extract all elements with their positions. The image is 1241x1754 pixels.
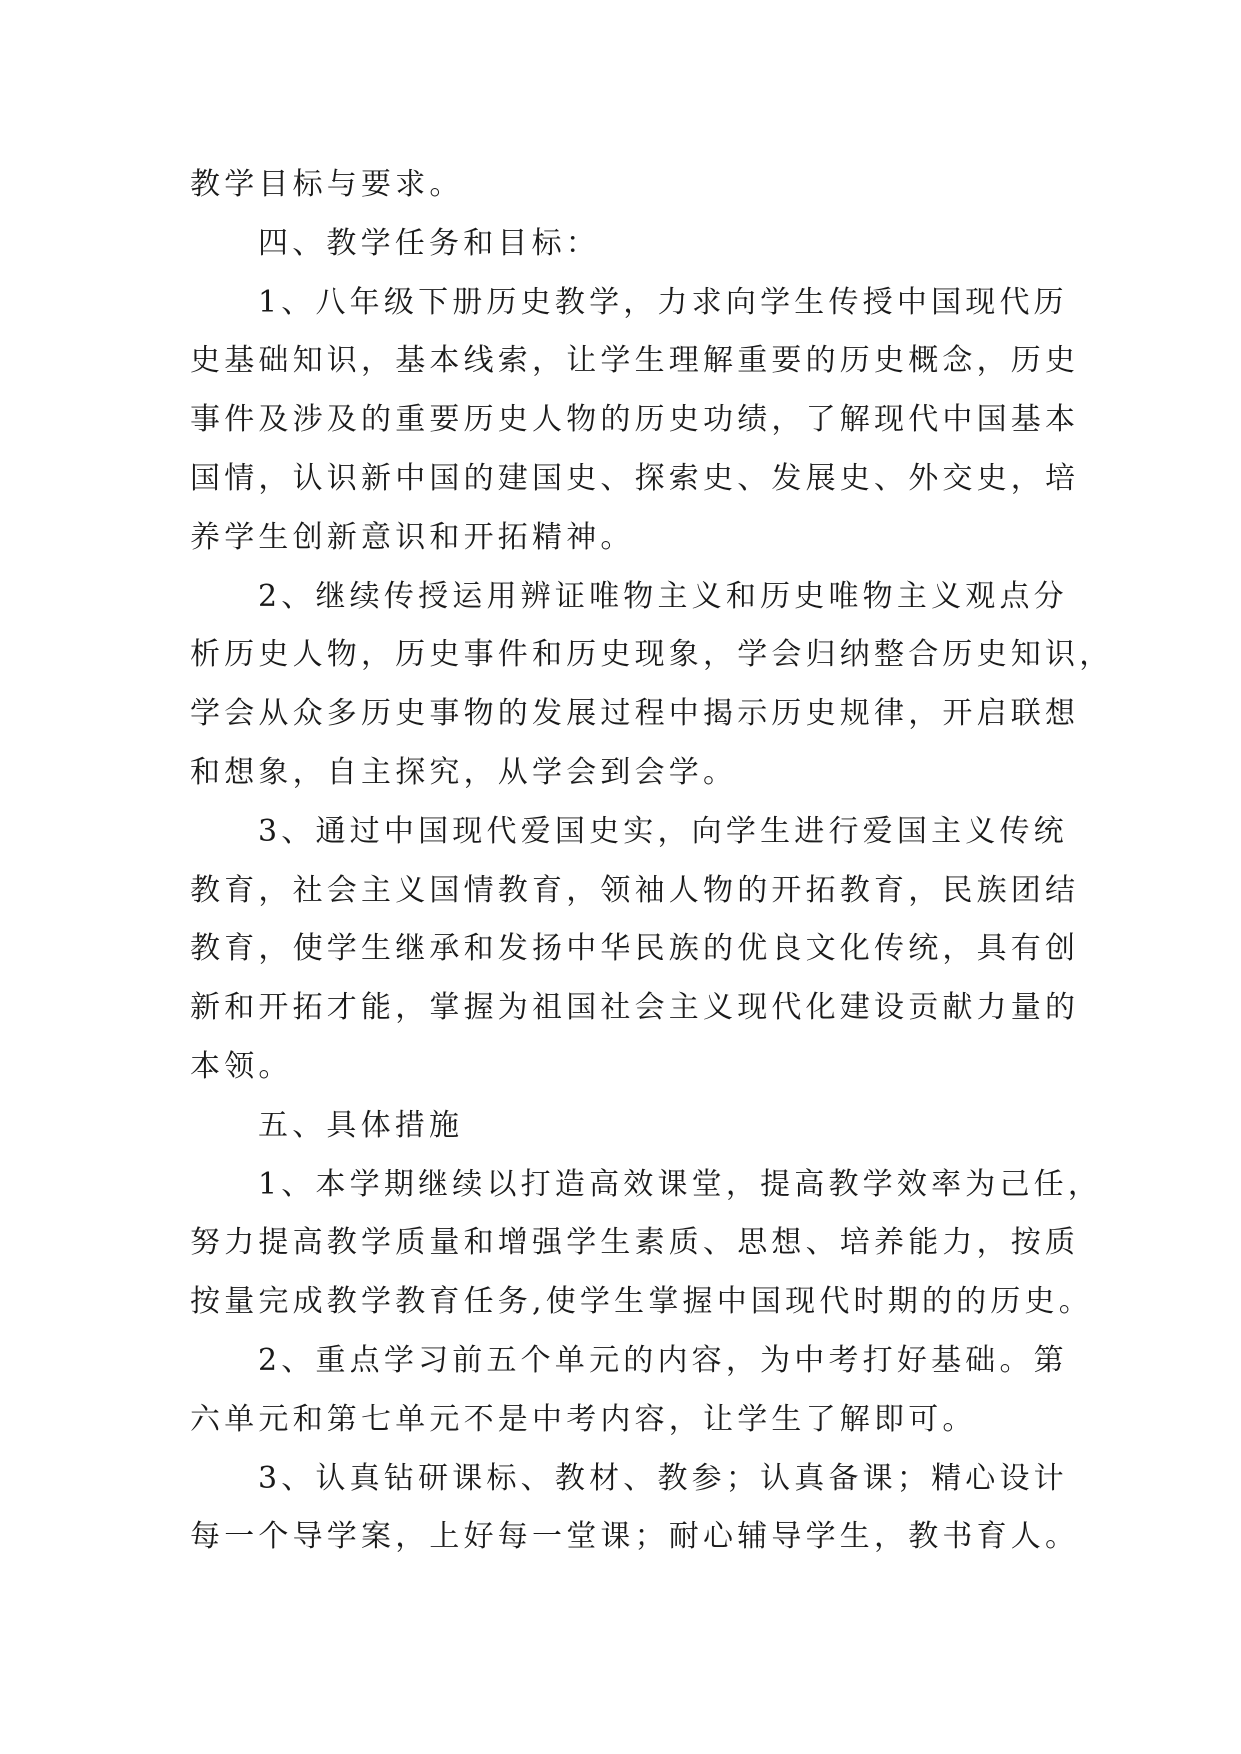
text-line: 析历史人物，历史事件和历史现象，学会归纳整合历史知识， xyxy=(190,637,1114,673)
text-line: 史基础知识，基本线索，让学生理解重要的历史概念，历史 xyxy=(190,343,1080,379)
text-line: 新和开拓才能，掌握为祖国社会主义现代化建设贡献力量的 xyxy=(190,990,1080,1026)
text-line: 养学生创新意识和开拓精神。 xyxy=(190,519,635,555)
text-line: 2、重点学习前五个单元的内容，为中考打好基础。第 xyxy=(258,1342,1068,1378)
text-line: 1、本学期继续以打造高效课堂，提高教学效率为己任， xyxy=(258,1166,1103,1202)
text-line: 教育，社会主义国情教育，领袖人物的开拓教育，民族团结 xyxy=(190,872,1080,908)
text-line: 六单元和第七单元不是中考内容，让学生了解即可。 xyxy=(190,1401,977,1437)
text-line: 教育，使学生继承和发扬中华民族的优良文化传统，具有创 xyxy=(190,931,1080,967)
text-line: 3、通过中国现代爱国史实，向学生进行爱国主义传统 xyxy=(258,813,1068,849)
text-line: 本领。 xyxy=(190,1048,293,1084)
text-line: 学会从众多历史事物的发展过程中揭示历史规律，开启联想 xyxy=(190,696,1080,732)
text-line: 每一个导学案，上好每一堂课；耐心辅导学生，教书育人。 xyxy=(190,1519,1080,1555)
text-line: 1、八年级下册历史教学，力求向学生传授中国现代历 xyxy=(258,284,1068,320)
text-line: 努力提高教学质量和增强学生素质、思想、培养能力，按质 xyxy=(190,1225,1080,1261)
text-line: 3、认真钻研课标、教材、教参；认真备课；精心设计 xyxy=(258,1460,1068,1496)
section-heading: 五、具体措施 xyxy=(258,1107,464,1143)
document-body xyxy=(190,156,1114,1567)
section-heading: 四、教学任务和目标： xyxy=(258,225,600,261)
text-line: 和想象，自主探究，从学会到会学。 xyxy=(190,754,738,790)
text-line: 国情，认识新中国的建国史、探索史、发展史、外交史，培 xyxy=(190,460,1080,496)
text-line: 教学目标与要求。 xyxy=(190,167,464,202)
text-line: 事件及涉及的重要历史人物的历史功绩，了解现代中国基本 xyxy=(190,402,1080,438)
text-line: 2、继续传授运用辨证唯物主义和历史唯物主义观点分 xyxy=(258,578,1068,614)
text-line: 按量完成教学教育任务,使学生掌握中国现代时期的的历史。 xyxy=(190,1284,1093,1320)
